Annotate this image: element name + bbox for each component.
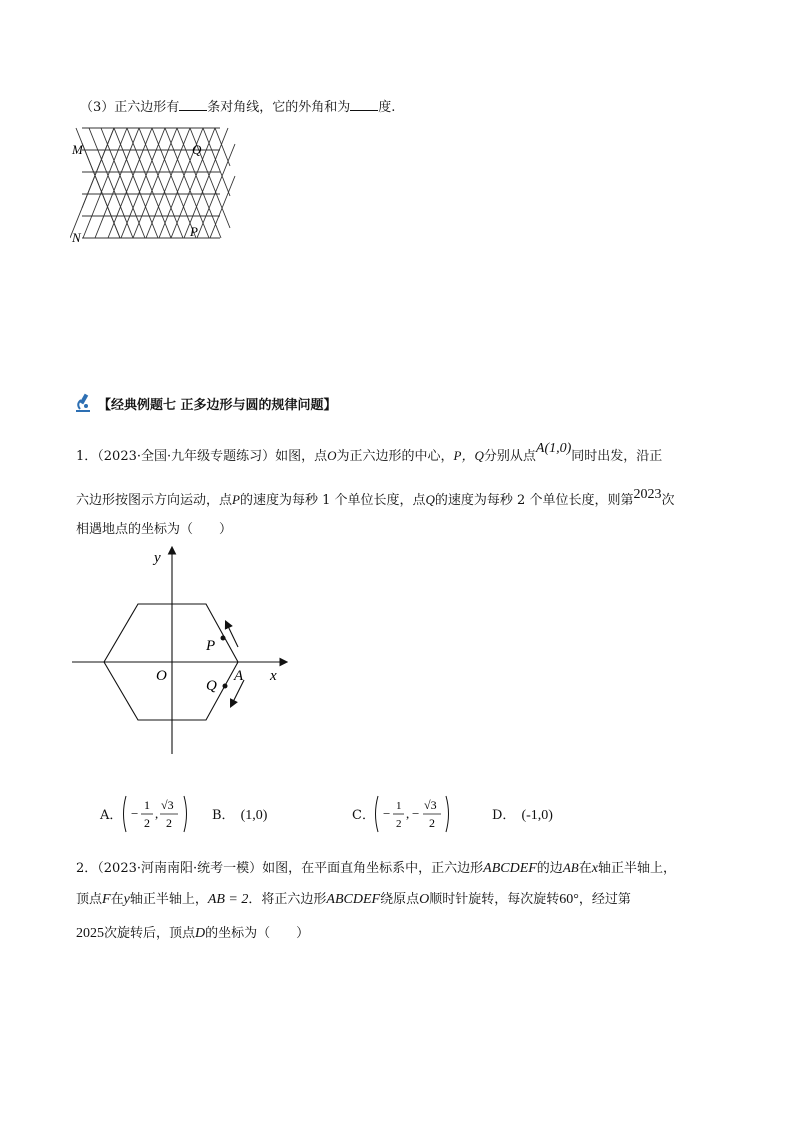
option-a-value <box>120 792 190 836</box>
option-b-label: B． <box>212 808 235 823</box>
problem2-y: y <box>123 892 130 907</box>
option-b[interactable] <box>212 804 267 824</box>
problem1-text-2d: 次 <box>661 493 675 508</box>
option-a-y-num: √3 <box>161 798 174 812</box>
point-p-dot <box>221 636 226 641</box>
problem2-deg: 60° <box>559 892 579 907</box>
problem1-text-1d: 同时出发，沿正 <box>571 449 663 464</box>
problem1-a-point: A(1,0) <box>535 441 572 456</box>
problem2-text-3a: 次旋转后，顶点 <box>104 926 196 941</box>
problem2-f: F <box>102 892 111 907</box>
problem2-text-2b: 在 <box>110 892 124 907</box>
svg-text:,: , <box>406 806 410 821</box>
svg-text:−: − <box>412 806 420 821</box>
grid-label-n: N <box>72 230 81 245</box>
problem2-text-1c: 在 <box>578 861 592 876</box>
problem2-2025: 2025 <box>76 926 104 941</box>
problem2-hex: ABCDEF <box>483 861 537 876</box>
option-d-label: D． <box>492 808 516 823</box>
section-title: 【经典例题七 正多边形与圆的规律问题】 <box>98 397 337 413</box>
problem1-text-2b: 的速度为每秒 1 个单位长度，点 <box>239 493 426 508</box>
problem1-line2 <box>76 487 675 511</box>
hexagon-axes-figure <box>68 540 298 760</box>
problem2-line2 <box>76 890 631 910</box>
problem2-ab: AB <box>562 860 579 875</box>
option-a-y-den: 2 <box>166 816 172 830</box>
problem2-text-3b: 的坐标为（ ） <box>205 926 310 941</box>
problem2-text-1b: 的边 <box>536 861 563 876</box>
option-b-value: (1,0) <box>240 808 268 823</box>
problem2-line1 <box>76 858 676 879</box>
problem2-x: x <box>591 861 598 876</box>
problem2-text-2c: 轴正半轴上， <box>129 892 208 907</box>
options-row <box>100 792 620 836</box>
svg-text:−: − <box>131 806 139 821</box>
label-y: y <box>154 550 161 566</box>
problem2-text-2g: ，经过第 <box>578 892 631 907</box>
problem2-ab-eq: AB = 2 <box>207 892 249 907</box>
problem1-text-2a: 六边形按图示方向运动，点 <box>76 493 233 508</box>
svg-text:,: , <box>155 806 159 821</box>
option-c-y-num: √3 <box>424 798 437 812</box>
option-c-x-den: 2 <box>396 818 402 830</box>
label-p: P <box>206 638 216 654</box>
triangle-grid-figure <box>70 120 240 255</box>
svg-text:−: − <box>383 806 391 821</box>
problem2-hex2: ABCDEF <box>326 892 381 907</box>
label-x: x <box>270 668 277 684</box>
problem1-o: O <box>327 448 337 463</box>
q3-blank-1[interactable] <box>179 98 207 111</box>
problem2-text-1a: （2023·河南南阳·统考一模）如图，在平面直角坐标系中，正六边形 <box>97 861 484 876</box>
q3-mid: 条对角线，它的外角和为 <box>207 100 351 115</box>
option-a-label: A． <box>100 808 123 823</box>
problem2-d: D <box>195 926 206 941</box>
option-c-value <box>372 792 452 836</box>
label-a: A <box>234 668 244 684</box>
option-c-label: C． <box>352 808 375 823</box>
problem2-line3 <box>76 924 309 944</box>
q3-blank-2[interactable] <box>350 98 378 111</box>
option-d-value: (-1,0) <box>521 808 553 823</box>
grid-label-q: Q <box>192 142 202 157</box>
problem1-pq: P，Q <box>453 448 484 463</box>
problem2-text-2e: 绕原点 <box>380 892 420 907</box>
problem1-line3: 相遇地点的坐标为（ ） <box>76 522 233 537</box>
option-c-x-num: 1 <box>396 800 402 812</box>
problem1-line1 <box>76 441 663 467</box>
q3-prefix: （3）正六边形有 <box>80 100 180 115</box>
q3-suffix: 度. <box>378 100 396 115</box>
problem2-text-2f: 顺时针旋转，每次旋转 <box>429 892 560 907</box>
problem2-text-1d: 轴正半轴上， <box>597 861 676 876</box>
option-d[interactable] <box>492 804 553 824</box>
problem2-number: 2． <box>76 861 98 876</box>
problem2-o: O <box>419 892 430 907</box>
section-heading <box>72 390 337 416</box>
problem1-text-1c: 分别从点 <box>483 449 536 464</box>
problem2-text-2d: ．将正六边形 <box>248 892 327 907</box>
label-q: Q <box>206 678 217 694</box>
problem1-text-1a: （2023·全国·九年级专题练习）如图，点 <box>97 449 328 464</box>
grid-label-p: P <box>190 224 198 239</box>
problem1-text-1b: 为正六边形的中心， <box>336 449 454 464</box>
problem1-2023: 2023 <box>633 487 662 502</box>
q3-line <box>80 98 395 118</box>
problem2-text-2a: 顶点 <box>76 892 103 907</box>
problem1-text-2c: 的速度为每秒 2 个单位长度，则第 <box>434 493 634 508</box>
grid-label-m: M <box>72 142 83 157</box>
microscope-icon <box>72 392 94 414</box>
label-o: O <box>156 668 167 684</box>
option-a-x-den: 2 <box>144 816 150 830</box>
problem1-p: P <box>232 492 240 507</box>
problem1-number: 1． <box>76 449 98 464</box>
point-q-dot <box>223 684 228 689</box>
option-a-x-num: 1 <box>144 798 150 812</box>
problem1-q: Q <box>425 492 435 507</box>
option-c-y-den: 2 <box>429 816 435 830</box>
